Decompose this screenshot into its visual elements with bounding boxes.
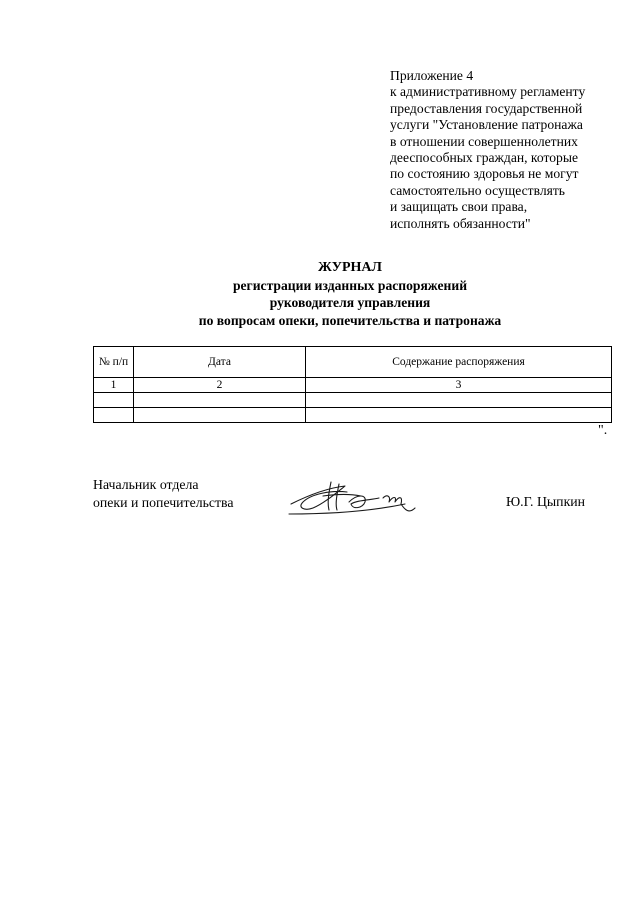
- header-content: Содержание распоряжения: [306, 347, 612, 378]
- table-cell: 3: [306, 378, 612, 393]
- appendix-line: и защищать свои права,: [390, 199, 528, 215]
- position-line-1: Начальник отдела: [93, 477, 199, 492]
- appendix-line: дееспособных граждан, которые: [390, 150, 578, 166]
- position-line-2: опеки и попечительства: [93, 495, 234, 510]
- table-cell: [134, 408, 306, 423]
- appendix-line: самостоятельно осуществлять: [390, 182, 565, 198]
- title-journal: ЖУРНАЛ: [318, 260, 382, 275]
- table-cell: [94, 408, 134, 423]
- appendix-line: исполнять обязанности": [390, 215, 531, 231]
- header-date: Дата: [134, 347, 306, 378]
- table-cell: [306, 393, 612, 408]
- table-row: [94, 393, 612, 408]
- header-number: № п/п: [94, 347, 134, 378]
- title-line-2: регистрации изданных распоряжений: [232, 277, 468, 293]
- table-row: [94, 378, 612, 393]
- table-cell: 1: [94, 378, 134, 393]
- journal-table: [93, 346, 612, 423]
- title-line-4: по вопросам опеки, попечительства и патронажа: [198, 312, 502, 328]
- appendix-line: к административному регламенту: [390, 84, 586, 100]
- table-cell: [134, 393, 306, 408]
- title-line-3: руководителя управления: [269, 295, 431, 311]
- appendix-note: [390, 68, 630, 232]
- appendix-line: Приложение 4: [390, 68, 474, 83]
- appendix-line: по состоянию здоровья не могут: [390, 166, 579, 182]
- signer-name: Ю.Г. Цыпкин: [506, 494, 586, 509]
- handwritten-signature: [287, 474, 427, 522]
- closing-quote-mark: ".: [598, 423, 608, 438]
- table-cell: [94, 393, 134, 408]
- document-title: [0, 259, 640, 329]
- table-row: [94, 408, 612, 423]
- table-header-row: [94, 347, 612, 378]
- appendix-line: услуги "Установление патронажа: [390, 117, 583, 133]
- table-cell: [306, 408, 612, 423]
- appendix-line: предоставления государственной: [390, 100, 583, 116]
- table-cell: 2: [134, 378, 306, 393]
- signer-position: [93, 476, 233, 512]
- appendix-line: в отношении совершеннолетних: [390, 133, 578, 149]
